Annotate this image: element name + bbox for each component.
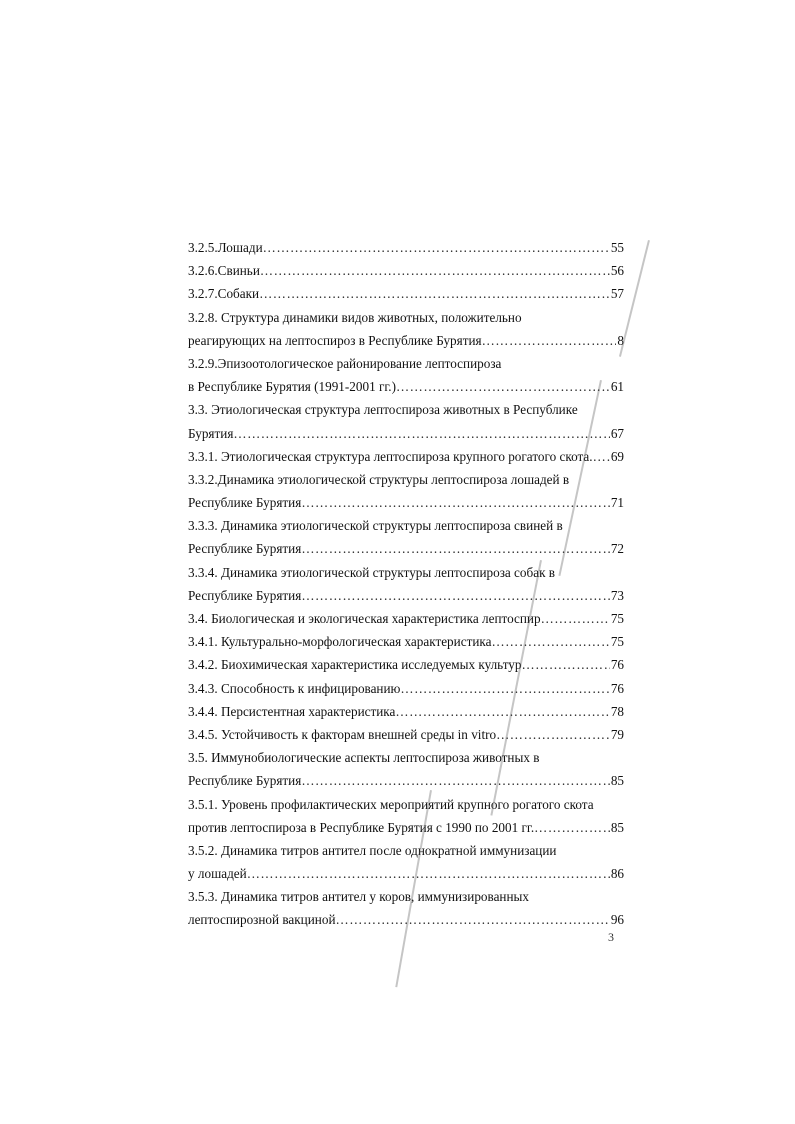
toc-entry-text: Бурятия — [188, 425, 234, 441]
toc-entry — [188, 422, 624, 445]
toc-entry-text: Республике Бурятия — [188, 773, 302, 789]
page-number: 3 — [608, 930, 614, 944]
toc-entry-page: 61 — [610, 379, 624, 395]
toc-entry-text: 3.4. Биологическая и экологическая характеристика лептоспир — [188, 611, 541, 626]
toc-entry-page: 76 — [610, 657, 624, 673]
toc-entry-text: 3.3.3. Динамика этиологической структуры лептоспироза свиней в — [188, 518, 563, 534]
toc-entry — [188, 723, 624, 746]
toc-entry-page: 96 — [610, 912, 624, 928]
toc-entry — [188, 537, 624, 560]
toc-entry — [188, 839, 624, 862]
toc-entry-page: 79 — [610, 726, 624, 742]
toc-entry — [188, 885, 624, 908]
toc-entry-text: 3.3.4. Динамика этиологической структуры лептоспироза собак в — [188, 564, 556, 580]
toc-entry — [188, 816, 624, 839]
toc-entry-text: 3.2.9.Эпизоотологическое районирование лептоспироза — [188, 355, 502, 371]
toc-leader-dots — [263, 236, 610, 259]
toc-entry — [188, 793, 624, 816]
toc-entry-page: 69 — [610, 448, 624, 464]
toc-entry-text: 3.2.8. Структура динамики видов животных, положительно — [188, 309, 522, 325]
toc-entry — [188, 259, 624, 282]
toc-entry-page: 8 — [617, 332, 624, 348]
toc-entry-page: 78 — [610, 703, 624, 719]
toc-entry-page: 57 — [610, 286, 624, 302]
toc-entry-page: 85 — [610, 819, 624, 835]
toc-leader-dots — [482, 329, 617, 352]
toc-entry — [188, 329, 624, 352]
toc-entry — [188, 514, 624, 537]
toc-entry-text: реагирующих на лептоспироз в Республике Бурятия — [188, 332, 482, 348]
toc-entry — [188, 653, 624, 676]
toc-entry-text: 3.4.2. Биохимическая характеристика исследуемых культур — [188, 657, 522, 673]
toc-entry-text: у лошадей — [188, 866, 247, 882]
toc-entry-page: 71 — [610, 495, 624, 511]
table-of-contents — [188, 236, 624, 932]
toc-entry — [188, 584, 624, 607]
toc-entry-page: 76 — [610, 680, 624, 696]
toc-entry-text: Республике Бурятия — [188, 541, 302, 557]
toc-entry — [188, 282, 624, 305]
toc-entry — [188, 236, 624, 259]
toc-entry-text: 3.3.2.Динамика этиологической структуры лептоспироза лошадей в — [188, 471, 570, 487]
toc-entry — [188, 607, 624, 630]
toc-leader-dots — [260, 259, 610, 282]
toc-leader-dots — [301, 769, 610, 792]
toc-leader-dots — [521, 653, 609, 676]
toc-entry-text: Республике Бурятия — [188, 587, 302, 603]
toc-leader-dots — [496, 723, 610, 746]
toc-entry-text: 3.2.7.Собаки — [188, 286, 260, 302]
toc-entry — [188, 769, 624, 792]
toc-leader-dots — [233, 422, 609, 445]
toc-leader-dots — [396, 375, 610, 398]
toc-entry-text: 3.4.3. Способность к инфицированию — [188, 680, 401, 696]
toc-entry-text: лептоспирозной вакциной — [188, 912, 336, 928]
toc-entry-page: 56 — [610, 263, 624, 279]
toc-entry — [188, 468, 624, 491]
toc-entry-text: 3.4.5. Устойчивость к факторам внешней среды in vitro — [188, 726, 497, 742]
toc-entry-text: 3.5.2. Динамика титров антител после однократной иммунизации — [188, 842, 557, 858]
toc-entry-page: 75 — [610, 611, 624, 626]
toc-leader-dots — [541, 607, 610, 630]
toc-entry — [188, 677, 624, 700]
toc-entry-page: 55 — [610, 240, 624, 255]
toc-entry-page: 85 — [610, 773, 624, 789]
toc-entry-text: 3.3.1. Этиологическая структура лептоспироза крупного рогатого скота. — [188, 448, 593, 464]
toc-entry-text: 3.3. Этиологическая структура лептоспироза животных в Республике — [188, 402, 578, 418]
toc-entry-page: 86 — [610, 866, 624, 882]
toc-leader-dots — [336, 908, 610, 931]
toc-leader-dots — [534, 816, 610, 839]
toc-entry-page: 67 — [610, 425, 624, 441]
toc-entry-text: 3.2.6.Свиньи — [188, 263, 260, 279]
toc-leader-dots — [301, 491, 610, 514]
toc-entry — [188, 306, 624, 329]
toc-leader-dots — [247, 862, 610, 885]
toc-entry-text: 3.5.1. Уровень профилактических мероприятий крупного рогатого скота — [188, 796, 594, 812]
toc-entry-text: 3.2.5.Лошади — [188, 240, 263, 255]
toc-entry — [188, 862, 624, 885]
toc-entry-text: 3.5.3. Динамика титров антител у коров, иммунизированных — [188, 889, 529, 905]
toc-entry — [188, 445, 624, 468]
toc-entry — [188, 746, 624, 769]
toc-leader-dots — [301, 584, 610, 607]
toc-entry-text: в Республике Бурятия (1991-2001 гг.) — [188, 379, 396, 395]
toc-entry-text: 3.4.4. Персистентная характеристика — [188, 703, 396, 719]
toc-entry-page: 73 — [610, 587, 624, 603]
toc-leader-dots — [395, 700, 609, 723]
toc-entry-page: 72 — [610, 541, 624, 557]
toc-entry — [188, 352, 624, 375]
toc-entry — [188, 630, 624, 653]
toc-leader-dots — [593, 445, 610, 468]
toc-entry — [188, 700, 624, 723]
toc-entry-text: против лептоспироза в Республике Бурятия с 1990 по 2001 гг. — [188, 819, 535, 835]
toc-entry-text: 3.4.1. Культурально-морфологическая характеристика — [188, 634, 492, 650]
toc-entry-text: Республике Бурятия — [188, 495, 302, 511]
toc-entry-text: 3.5. Иммунобиологические аспекты лептоспироза животных в — [188, 750, 540, 766]
toc-leader-dots — [259, 282, 610, 305]
toc-leader-dots — [491, 630, 609, 653]
toc-entry — [188, 375, 624, 398]
toc-entry — [188, 491, 624, 514]
toc-entry — [188, 398, 624, 421]
toc-leader-dots — [400, 677, 609, 700]
toc-entry-page: 75 — [610, 634, 624, 650]
